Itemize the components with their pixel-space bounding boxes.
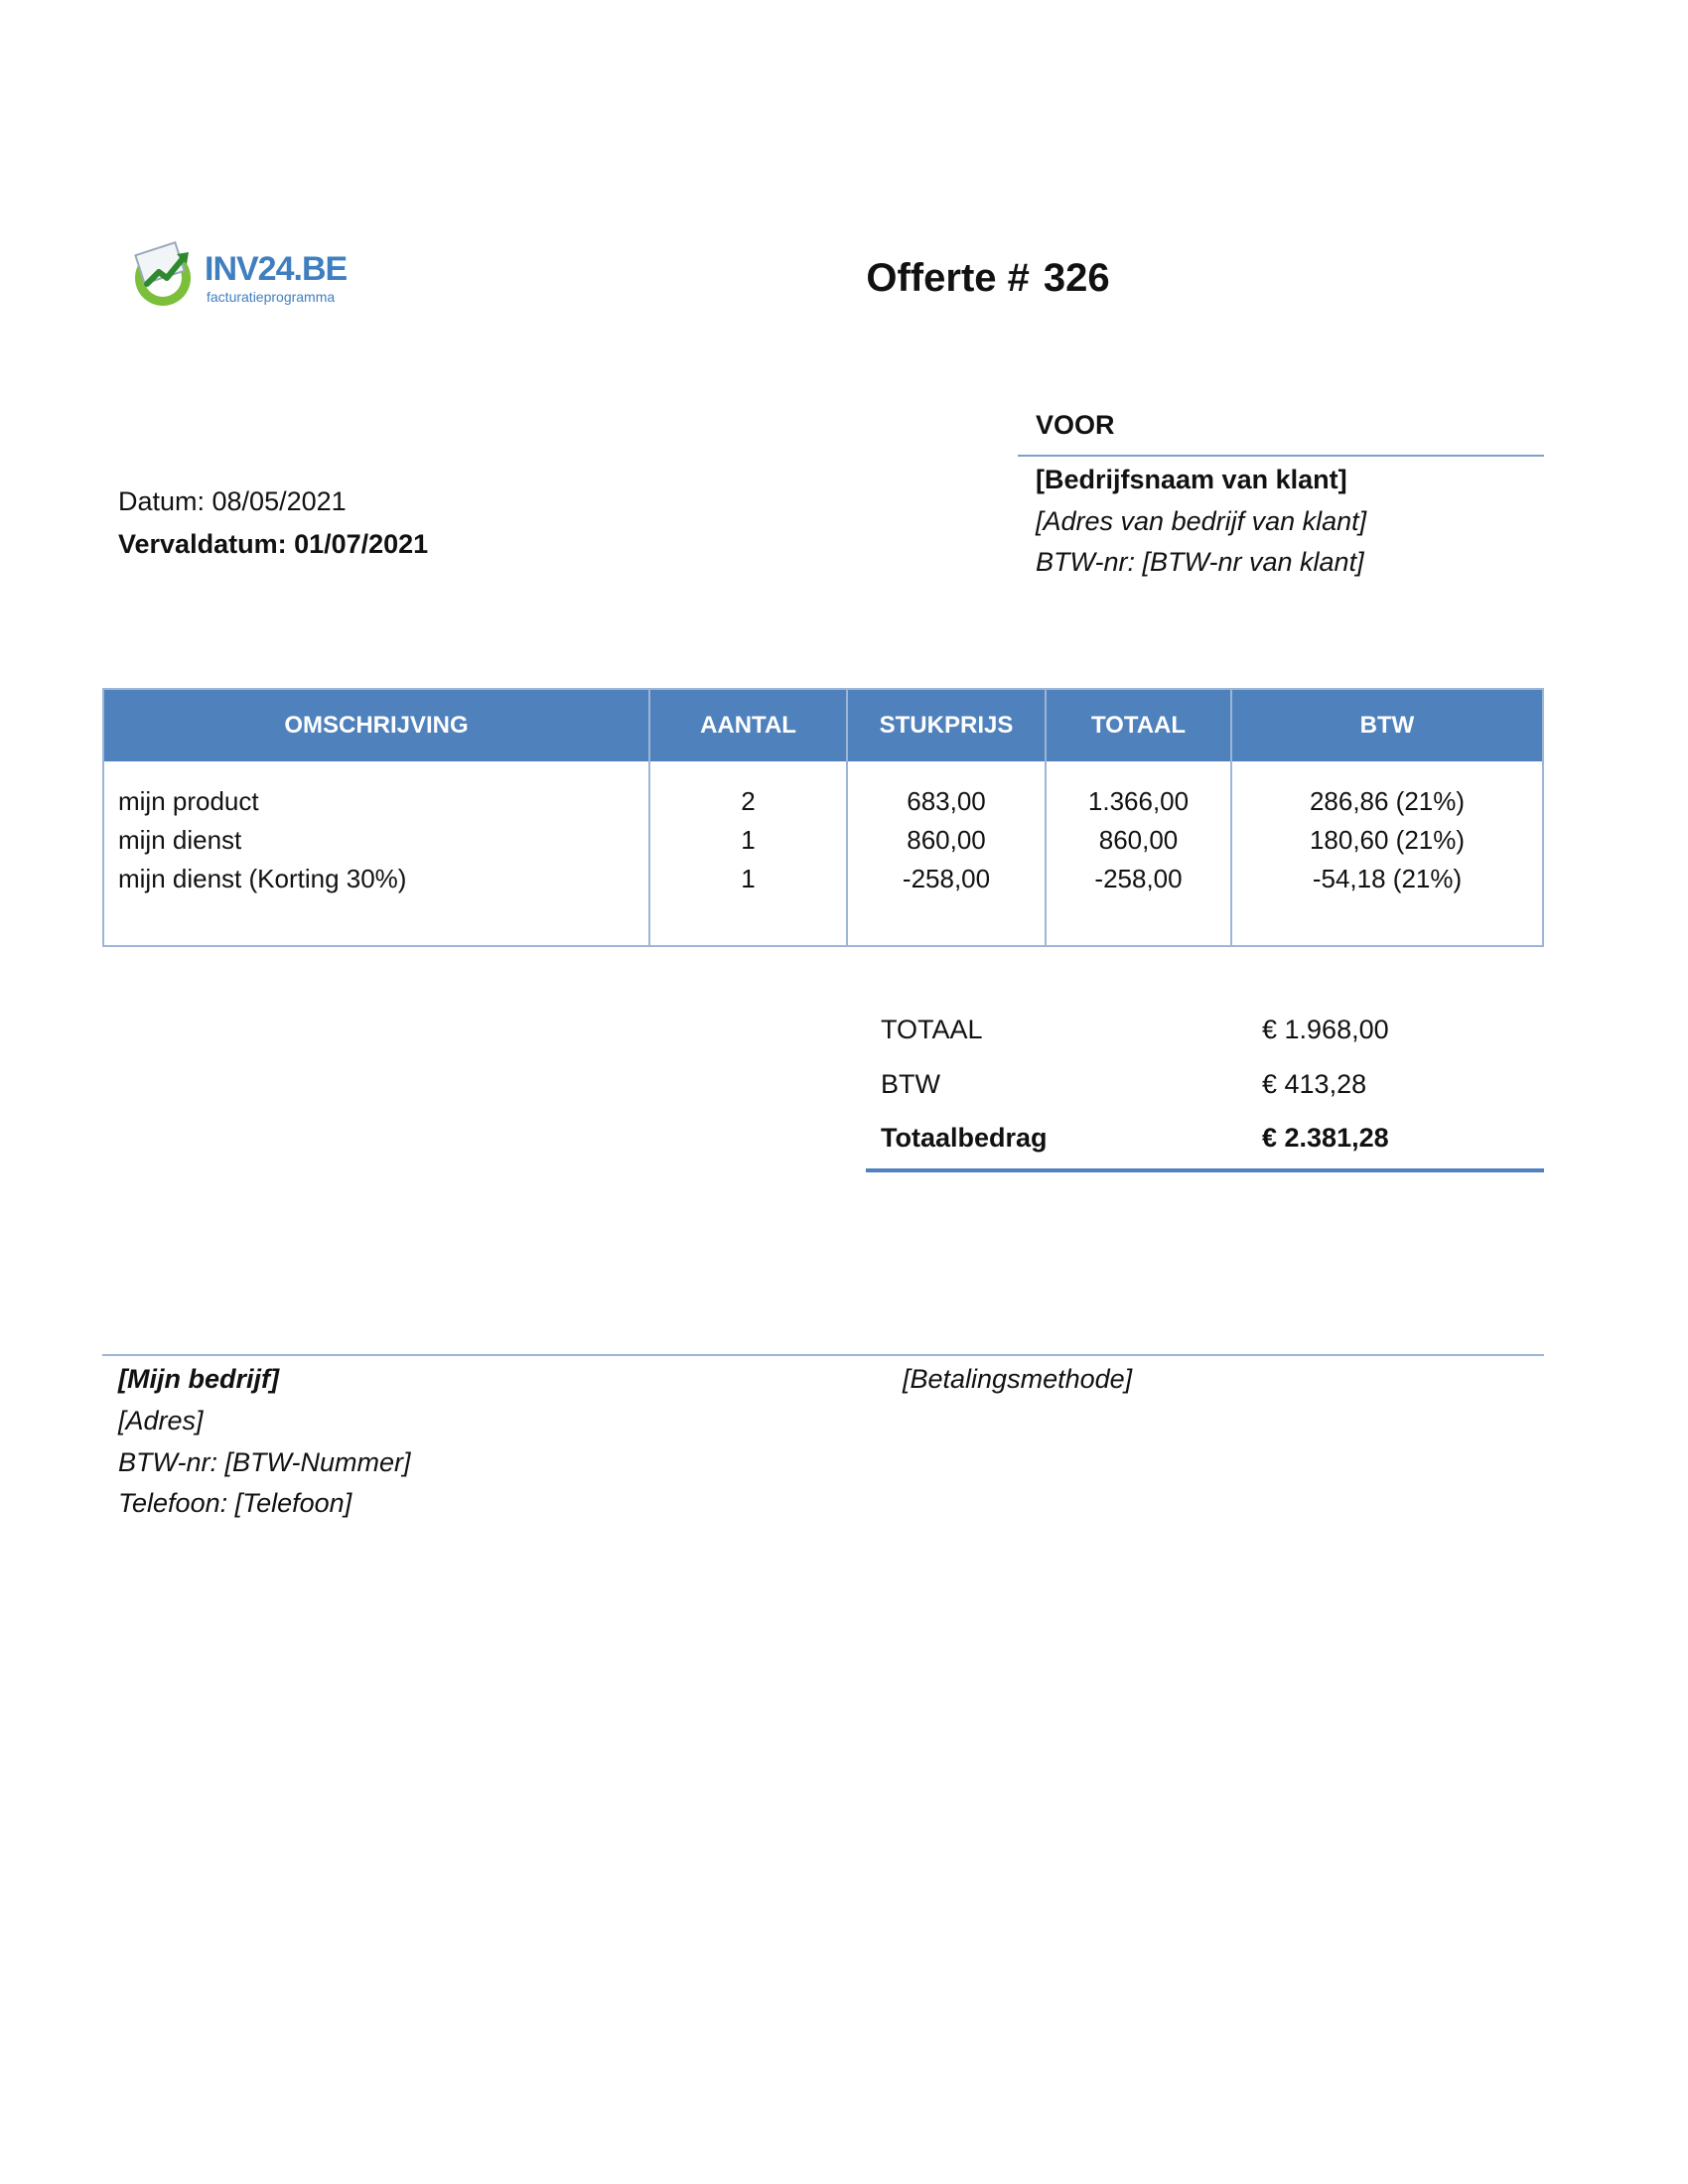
column-header-vat: BTW [1232,690,1542,761]
table-row-quantity: 2 [741,786,756,816]
footer-payment-method: [Betalingsmethode] [903,1364,1133,1394]
footer-vat-number: BTW-nr: [BTW-Nummer] [118,1447,411,1477]
table-row-unit-price: 860,00 [907,825,986,855]
footer-phone: Telefoon: [Telefoon] [118,1488,352,1518]
issue-date: Datum: 08/05/2021 [118,486,347,516]
client-heading: VOOR [1036,410,1115,440]
table-row-description: mijn product [118,786,259,816]
document-title [0,256,1688,301]
footer-company-name: [Mijn bedrijf] [118,1364,279,1394]
quote-number: 326 [1043,256,1110,300]
subtotal-label: TOTAAL [881,1015,983,1044]
column-header-total: TOTAAL [1047,690,1230,761]
table-row-vat: 286,86 (21%) [1309,786,1466,816]
footer-address: [Adres] [118,1406,204,1435]
table-row-unit-price: -258,00 [902,864,991,893]
due-date: Vervaldatum: 01/07/2021 [118,529,429,559]
client-divider [1018,455,1544,457]
footer-divider [102,1354,1544,1356]
table-row-vat: 180,60 (21%) [1309,825,1466,855]
logo-subtitle: facturatieprogramma [207,289,336,305]
client-vat: BTW-nr: [BTW-nr van klant] [1036,547,1364,577]
column-header-quantity: AANTAL [650,690,846,761]
subtotal-value: € 1.968,00 [1262,1015,1389,1044]
table-row-total: 1.366,00 [1087,786,1190,816]
vat-total-value: € 413,28 [1262,1069,1367,1099]
table-row-unit-price: 683,00 [907,786,986,816]
table-row-quantity: 1 [741,825,756,855]
client-address: [Adres van bedrijf van klant] [1036,506,1367,536]
table-row-quantity: 1 [741,864,756,893]
column-header-description: OMSCHRIJVING [104,690,648,761]
client-name: [Bedrijfsnaam van klant] [1036,465,1347,494]
table-row-description: mijn dienst (Korting 30%) [118,864,407,893]
items-table [102,688,1544,947]
table-row-vat: -54,18 (21%) [1312,864,1463,893]
logo-text: INV24.BE [205,250,348,288]
table-row-description: mijn dienst [118,825,242,855]
grand-total-value: € 2.381,28 [1262,1123,1389,1153]
column-header-unit-price: STUKPRIJS [848,690,1045,761]
table-row-total: 860,00 [1098,825,1179,855]
grand-total-label: Totaalbedrag [881,1123,1048,1153]
vat-total-label: BTW [881,1069,940,1099]
title-label: Offerte # [866,256,1030,300]
table-row-total: -258,00 [1094,864,1183,893]
totals-underline [866,1168,1544,1172]
